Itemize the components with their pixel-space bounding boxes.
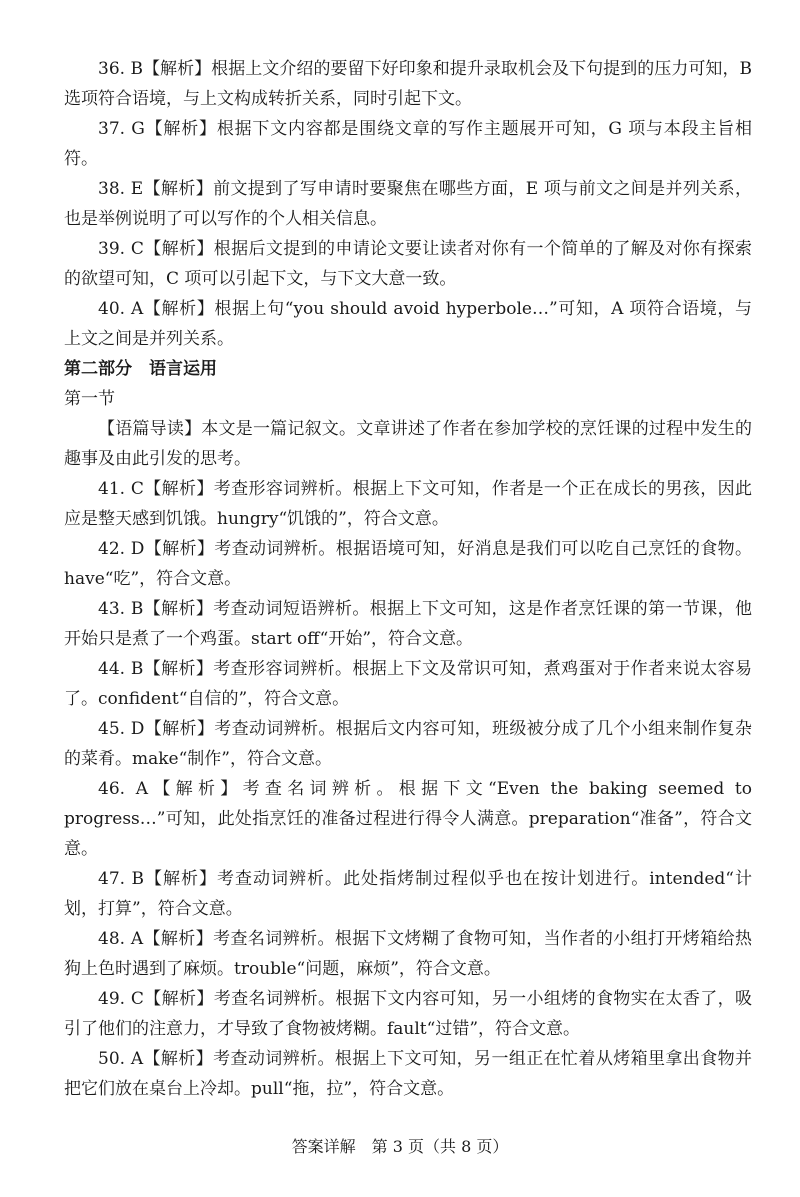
answer-page <box>64 54 752 1104</box>
answer-43: 43. B【解析】考查动词短语辨析。根据上下文可知，这是作者烹饪课的第一节课，他开始只是煮了一个鸡蛋。start off“开始”，符合文意。 <box>64 599 752 649</box>
answer-50: 50. A【解析】考查动词辨析。根据上下文可知，另一组正在忙着从烤箱里拿出食物并把它们放在桌台上冷却。pull“拖，拉”，符合文意。 <box>64 1049 752 1099</box>
answer-49: 49. C【解析】考查名词辨析。根据下文内容可知，另一小组烤的食物实在太香了，吸引了他们的注意力，才导致了食物被烤糊。fault“过错”，符合文意。 <box>64 989 752 1039</box>
answer-41: 41. C【解析】考查形容词辨析。根据上下文可知，作者是一个正在成长的男孩，因此应是整天感到饥饿。hungry“饥饿的”，符合文意。 <box>64 479 752 529</box>
passage-guide: 【语篇导读】本文是一篇记叙文。文章讲述了作者在参加学校的烹饪课的过程中发生的趣事及由此引发的思考。 <box>64 419 752 469</box>
answer-48: 48. A【解析】考查名词辨析。根据下文烤糊了食物可知，当作者的小组打开烤箱给热狗上色时遇到了麻烦。trouble“问题，麻烦”，符合文意。 <box>64 929 752 979</box>
answer-38: 38. E【解析】前文提到了写申请时要聚焦在哪些方面，E 项与前文之间是并列关系，也是举例说明了可以写作的个人相关信息。 <box>64 179 752 229</box>
answer-47: 47. B【解析】考查动词辨析。此处指烤制过程似乎也在按计划进行。intended“计划，打算”，符合文意。 <box>64 869 752 919</box>
answer-37: 37. G【解析】根据下文内容都是围绕文章的写作主题展开可知，G 项与本段主旨相符。 <box>64 119 752 169</box>
answer-45: 45. D【解析】考查动词辨析。根据后文内容可知，班级被分成了几个小组来制作复杂的菜肴。make“制作”，符合文意。 <box>64 719 752 769</box>
page-footer: 答案详解 第 3 页（共 8 页） <box>291 1137 509 1156</box>
answer-39: 39. C【解析】根据后文提到的申请论文要让读者对你有一个简单的了解及对你有探索的欲望可知，C 项可以引起下文，与下文大意一致。 <box>64 239 752 289</box>
part-title: 第二部分 语言运用 <box>64 359 217 379</box>
answer-46: 46. A【解析】考查名词辨析。根据下文“Even the baking seemed to progress…”可知，此处指烹饪的准备过程进行得令人满意。preparation“准备”，符合文意。 <box>64 779 752 859</box>
answer-44: 44. B【解析】考查形容词辨析。根据上下文及常识可知，煮鸡蛋对于作者来说太容易了。confident“自信的”，符合文意。 <box>64 659 752 709</box>
answer-40: 40. A【解析】根据上句“you should avoid hyperbole…”可知，A 项符合语境，与上文之间是并列关系。 <box>64 299 752 349</box>
section-title: 第一节 <box>64 389 115 409</box>
answer-36: 36. B【解析】根据上文介绍的要留下好印象和提升录取机会及下句提到的压力可知，B 选项符合语境，与上文构成转折关系，同时引起下文。 <box>64 59 752 109</box>
answer-42: 42. D【解析】考查动词辨析。根据语境可知，好消息是我们可以吃自己烹饪的食物。have“吃”，符合文意。 <box>64 539 752 589</box>
